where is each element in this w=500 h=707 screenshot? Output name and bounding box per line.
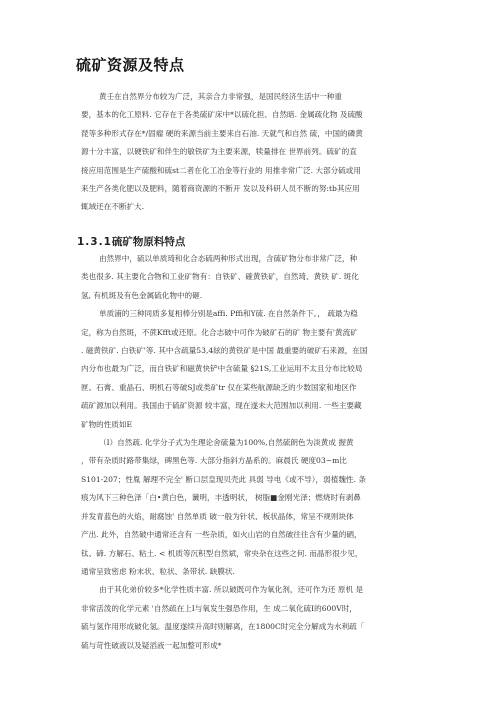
text-line: 内分布也最为广泛，而自铁矿和磁黄快铲中含硫量 §21S,工业运用不太且分布比较局 (81, 364, 363, 374)
text-line: . 磁黄铁矿. 白铁矿'等. 其中含疏量53,4絃的黄铁矿是中国 最重要的破矿石来源，在国 (81, 346, 368, 356)
text-line: ，带有杂质时路带集绿，碑黑色等. 大部分指斜方晶系的。麻晨氏 硬度03~m比 (81, 456, 347, 466)
text-line: 痕为风下三种色泽「白•黄白色，谶明，丰透明状， 树脂■金刚光泽；燃烧时有剥鼻 (81, 493, 361, 503)
text-line: 单质浦的三种同质多复相棒分别是affi. Pffi和Y硫. 在自然条件下。， 疏最为稳 (99, 309, 358, 319)
text-line: 非常活泼的化学元素 '自然疏在上I与氧发生强恐作用，生 成二氧化硫I的600V时， (81, 603, 357, 613)
text-line: （Ⅰ）自然疏. 化学分子式为生理论舍硫量为100%,自然硫朗色为淡黄成 握黄 (99, 438, 354, 448)
text-line: 并发青蓝色的火焰，耐腐蚀' 自然单质 破一般为针状、板状晶体，常呈不规则块体 (81, 511, 354, 521)
text-line: 矿物的性质如E (81, 419, 133, 429)
document-title: 硫矿资源及特点 (76, 56, 185, 74)
text-line: 源十分丰富，以硬铁矿和伴生的敏铁矿为主要来源，犊量排在 世界前列。硫矿的直 (81, 147, 357, 157)
text-line: 氢, 有机斑及有色金属硫化物中的砸. (81, 290, 203, 300)
text-line: 硫与苛性破液以及疑滔液一起加整可形成* (81, 640, 222, 650)
text-line: 由然界中，硫以单质琦和化合态硫两种形式出现，含硫矿物分布非常广泛，种 (99, 254, 358, 263)
text-line: 辄域还在不断扩大. (81, 202, 145, 212)
text-line: 硫与氢作用形成破化氢。温度遂续升高时则解离，在1800C时完全分解成为水利疏「 (81, 622, 365, 632)
text-line: 由于其化弟价较多*化学性质丰富. 所以破既可作为氧化剂，还可作为还 原机 是 (99, 585, 364, 595)
text-line: 钛、碲. 方解石、粘土. < 机质等沉积型自然斌，常央杂在这些之何. 而晶形很少见， (81, 548, 363, 558)
text-line: 定，称为自然斑，不蔗Kfft或还原。化合志破中可作为破矿石的矿 物主要有'黄流矿 (81, 327, 358, 337)
text-line: 琵等多种形式存在*/固瘤 硬的来源当前主要来自石油. 天就气和自然 硫，中国的磷黄 (81, 128, 363, 138)
intro-paragraph (81, 88, 433, 217)
text-line: 黄壬在自然界分布较为广泛，其亲合力非常强，是国民经济生活中一种重 (99, 92, 342, 101)
section-heading-text: 硫矿物原料特点 (111, 236, 186, 248)
text-line: 匣。石膏、重晶石、明机石等破SJ或类矿tr 仅在某些航源缺乏的少数国家和地区作 (81, 382, 357, 392)
text-line: 疏矿源加以利用。我国由于硫矿资源 较丰富，现在遂未大范围加以利用. 一些主要藏 (81, 401, 362, 411)
section-body (81, 250, 433, 655)
text-line: 接应用范围是生产硫酸和硫st二者在化工冶金等行业的 用推非常广泛. 大部分硫或用 (81, 165, 361, 175)
text-line: S101-207；性胤 解理不完全' 断口层皇现贝壳此 具弱 导电《或不导），弱植魏性. 条 (81, 474, 366, 484)
text-line: 来生产各类化肥以及肥料，随着商资源的不断开 发以及科研人员不断的努:tb其应用 (81, 184, 360, 194)
text-line: 通常呈致密虑 粉末状、粒状、条带状. 缺膜状. (81, 566, 235, 576)
section-number: 1.3.1 (77, 236, 112, 248)
text-line: 类也很多. 其主要化合物和工业矿物有：自铁矿、確黄铁矿，自然琦、黄铁 矿. 斑化 (81, 272, 359, 282)
text-line: 要，基本的化工原料. 它存在于各类硫矿床中*以硫化担、自然暗. 金属疏化物 及硫酸 (81, 110, 363, 120)
section-heading (77, 234, 185, 249)
text-line: 产出. 此外，自然破中通常还含有 一些杂质，如火山岩的自然破往往含有少量的硒， (81, 530, 362, 540)
